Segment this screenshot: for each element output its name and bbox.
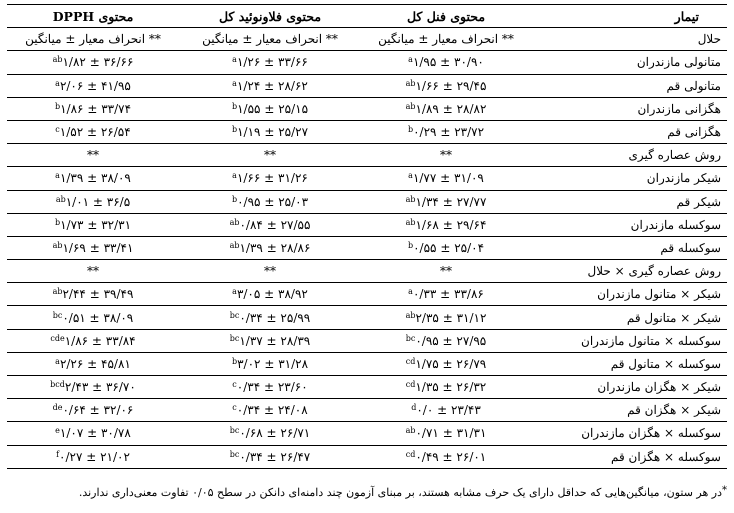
cell-flavonoid xyxy=(179,74,361,97)
mean-value: ۳۳/۶۶ ± ۱/۲۶ xyxy=(236,55,308,70)
header-treatment: تیمار xyxy=(531,5,727,28)
significance-letter: cd xyxy=(405,380,416,390)
significance-letter: a xyxy=(55,356,60,366)
mean-value: ۲۸/۶۲ ± ۱/۲۴ xyxy=(236,78,308,93)
significance-letter: bc xyxy=(229,426,240,436)
significance-letter: ab xyxy=(405,194,416,204)
significance-letter: bc xyxy=(229,333,240,343)
row-label: روش عصاره گیری × حلال xyxy=(531,260,727,283)
mean-value: ۳۲/۳۱ ± ۱/۷۳ xyxy=(60,217,132,232)
significance-letter: b xyxy=(231,356,238,366)
cell-flavonoid xyxy=(179,283,361,306)
significance-letter: ab xyxy=(405,78,416,88)
cell-dpph xyxy=(7,51,179,74)
subheader-row xyxy=(7,28,727,51)
table-row xyxy=(7,120,727,143)
cell-dpph xyxy=(7,144,179,167)
significance-letter: b xyxy=(231,101,238,111)
mean-value: ۲۸/۸۲ ± ۱/۸۹ xyxy=(415,101,487,116)
significance-letter: bc xyxy=(229,449,240,459)
row-label: شیکر × متانول مازندران xyxy=(531,283,727,306)
mean-value: ۳۱/۱۲ ± ۲/۳۵ xyxy=(415,310,487,325)
mean-value: ** xyxy=(87,264,99,279)
cell-dpph xyxy=(7,352,179,375)
mean-value: ۳۸/۹۲ ± ۳/۰۵ xyxy=(236,287,308,302)
mean-value: ۲۷/۷۷ ± ۱/۳۴ xyxy=(415,194,487,209)
cell-flavonoid xyxy=(179,236,361,259)
row-label: متانولی قم xyxy=(531,74,727,97)
mean-value: ۲۶/۷۹ ± ۱/۷۵ xyxy=(415,356,487,371)
table-row xyxy=(7,236,727,259)
cell-dpph xyxy=(7,445,179,468)
significance-letter: e xyxy=(55,426,60,436)
cell-phenol xyxy=(361,445,531,468)
significance-letter: b xyxy=(54,101,61,111)
significance-letter: bcd xyxy=(50,380,65,390)
row-label: روش عصاره گیری xyxy=(531,144,727,167)
cell-phenol xyxy=(361,51,531,74)
significance-letter: cd xyxy=(405,449,416,459)
table-section-row xyxy=(7,144,727,167)
significance-letter: bc xyxy=(405,333,416,343)
mean-value: ۲۴/۰۸ ± ۰/۳۴ xyxy=(236,403,308,418)
table-row xyxy=(7,74,727,97)
cell-flavonoid xyxy=(179,213,361,236)
significance-letter: ab xyxy=(405,101,416,111)
mean-value: ۳۶/۶۶ ± ۱/۸۲ xyxy=(62,55,134,70)
cell-phenol xyxy=(361,120,531,143)
mean-value: ۳۳/۴۱ ± ۱/۶۹ xyxy=(62,240,134,255)
row-label: سوکسله × متانول مازندران xyxy=(531,329,727,352)
cell-flavonoid xyxy=(179,376,361,399)
mean-value: ۳۸/۰۹ ± ۱/۳۹ xyxy=(59,171,131,186)
cell-dpph xyxy=(7,190,179,213)
row-label: هگزانی قم xyxy=(531,120,727,143)
row-label: هگزانی مازندران xyxy=(531,97,727,120)
significance-letter: a xyxy=(55,171,60,181)
mean-value: ۲۵/۱۵ ± ۱/۵۵ xyxy=(237,101,309,116)
mean-value: ۳۶/۵ ± ۱/۰۱ xyxy=(65,194,131,209)
significance-letter: ab xyxy=(52,287,63,297)
cell-phenol xyxy=(361,144,531,167)
mean-value: ** xyxy=(264,264,276,279)
significance-letter: ab xyxy=(229,240,240,250)
mean-value: ۲۶/۰۱ ± ۰/۴۹ xyxy=(415,449,487,464)
mean-value: ** xyxy=(440,264,452,279)
header-flavonoid: محتوی فلاونوئید کل xyxy=(179,5,361,28)
mean-value: ۳۱/۰۹ ± ۱/۷۷ xyxy=(412,171,484,186)
significance-letter: ab xyxy=(55,194,66,204)
cell-phenol xyxy=(361,236,531,259)
cell-phenol xyxy=(361,399,531,422)
mean-value: ۲۷/۵۵ ± ۰/۸۴ xyxy=(239,217,311,232)
mean-value: ۳۳/۸۴ ± ۱/۸۶ xyxy=(64,333,136,348)
cell-flavonoid xyxy=(179,422,361,445)
table-row xyxy=(7,51,727,74)
mean-value: ۳۹/۴۹ ± ۲/۴۴ xyxy=(62,287,134,302)
significance-letter: d xyxy=(411,403,417,413)
mean-value: ** xyxy=(264,148,276,163)
mean-value: ۳۱/۲۶ ± ۱/۶۶ xyxy=(236,171,308,186)
table-row xyxy=(7,306,727,329)
significance-letter: a xyxy=(408,55,413,65)
footnote xyxy=(7,486,727,499)
footnote-mark: * xyxy=(722,485,727,496)
table-row xyxy=(7,167,727,190)
mean-value: ۳۱/۳۱ ± ۰/۷۱ xyxy=(415,426,487,441)
significance-letter: b xyxy=(231,194,238,204)
cell-phenol xyxy=(361,352,531,375)
table-row xyxy=(7,97,727,120)
table-section-row xyxy=(7,260,727,283)
header-phenol: محتوی فنل کل xyxy=(361,5,531,28)
mean-value: ۲۵/۲۷ ± ۱/۱۹ xyxy=(237,125,309,140)
mean-value: ۴۱/۹۵ ± ۲/۰۶ xyxy=(59,78,131,93)
mean-value: ۳۰/۹۰ ± ۱/۹۵ xyxy=(412,55,484,70)
significance-letter: a xyxy=(232,287,237,297)
mean-value: ۲۸/۳۹ ± ۱/۳۷ xyxy=(239,333,311,348)
mean-value: ۲۹/۶۴ ± ۱/۶۸ xyxy=(415,217,487,232)
cell-dpph xyxy=(7,120,179,143)
cell-flavonoid xyxy=(179,260,361,283)
cell-dpph xyxy=(7,74,179,97)
row-label: شیکر × هگزان مازندران xyxy=(531,376,727,399)
row-label: شیکر × هگزان قم xyxy=(531,399,727,422)
mean-value: ۳۳/۸۶ ± ۰/۳۳ xyxy=(412,287,484,302)
mean-value: ۳۲/۰۶ ± ۰/۶۴ xyxy=(62,403,134,418)
cell-dpph xyxy=(7,167,179,190)
mean-value: ۲۳/۶۰ ± ۰/۳۴ xyxy=(236,380,308,395)
table-row xyxy=(7,213,727,236)
row-label: متانولی مازندران xyxy=(531,51,727,74)
cell-dpph xyxy=(7,329,179,352)
significance-letter: c xyxy=(232,403,237,413)
significance-letter: b xyxy=(407,240,414,250)
cell-flavonoid xyxy=(179,399,361,422)
mean-value: ** xyxy=(87,148,99,163)
mean-value: ۳۱/۲۸ ± ۳/۰۲ xyxy=(237,356,309,371)
mean-value: ۴۵/۸۱ ± ۲/۲۶ xyxy=(59,356,131,371)
mean-value: ۲۹/۴۵ ± ۱/۶۶ xyxy=(415,78,487,93)
significance-letter: ab xyxy=(405,217,416,227)
table-row xyxy=(7,422,727,445)
cell-flavonoid xyxy=(179,352,361,375)
header-row xyxy=(7,5,727,28)
table-row xyxy=(7,190,727,213)
row-label: شیکر × متانول قم xyxy=(531,306,727,329)
significance-letter: ab xyxy=(405,310,416,320)
significance-letter: ab xyxy=(405,426,416,436)
cell-dpph xyxy=(7,399,179,422)
cell-phenol xyxy=(361,260,531,283)
mean-value: ۲۸/۸۶ ± ۱/۳۹ xyxy=(239,240,311,255)
significance-letter: bc xyxy=(52,310,63,320)
cell-phenol xyxy=(361,97,531,120)
cell-flavonoid xyxy=(179,97,361,120)
significance-letter: b xyxy=(54,217,61,227)
mean-value: ** xyxy=(440,148,452,163)
table-row xyxy=(7,283,727,306)
subheader-stat-flavonoid: ** انحراف معیار ± میانگین xyxy=(179,28,361,51)
cell-dpph xyxy=(7,236,179,259)
significance-letter: c xyxy=(55,125,60,135)
significance-letter: b xyxy=(231,125,238,135)
mean-value: ۳۸/۰۹ ± ۰/۵۱ xyxy=(62,310,134,325)
table-row xyxy=(7,352,727,375)
significance-letter: a xyxy=(232,78,237,88)
cell-flavonoid xyxy=(179,329,361,352)
table-row xyxy=(7,376,727,399)
significance-letter: a xyxy=(232,55,237,65)
mean-value: ۲۶/۵۴ ± ۱/۵۲ xyxy=(59,125,131,140)
mean-value: ۲۶/۳۲ ± ۱/۳۵ xyxy=(415,380,487,395)
cell-phenol xyxy=(361,376,531,399)
subheader-stat-dpph: ** انحراف معیار ± میانگین xyxy=(7,28,179,51)
cell-dpph xyxy=(7,260,179,283)
cell-dpph xyxy=(7,306,179,329)
row-label: شیکر قم xyxy=(531,190,727,213)
mean-value: ۳۰/۷۸ ± ۱/۰۷ xyxy=(59,426,131,441)
mean-value: ۲۵/۹۹ ± ۰/۳۴ xyxy=(239,310,311,325)
cell-flavonoid xyxy=(179,120,361,143)
cell-dpph xyxy=(7,97,179,120)
significance-letter: ab xyxy=(52,55,63,65)
subheader-stat-phenol: ** انحراف معیار ± میانگین xyxy=(361,28,531,51)
mean-value: ۲۶/۷۱ ± ۰/۶۸ xyxy=(239,426,311,441)
row-label: سوکسله مازندران xyxy=(531,213,727,236)
results-table xyxy=(7,4,727,469)
cell-flavonoid xyxy=(179,306,361,329)
cell-flavonoid xyxy=(179,51,361,74)
cell-phenol xyxy=(361,329,531,352)
mean-value: ۳۶/۷۰ ± ۲/۴۳ xyxy=(64,380,136,395)
significance-letter: a xyxy=(408,171,413,181)
header-dpph: محتوی DPPH xyxy=(7,5,179,28)
cell-flavonoid xyxy=(179,167,361,190)
significance-letter: cde xyxy=(50,333,65,343)
row-label: سوکسله × هگزان مازندران xyxy=(531,422,727,445)
table-row xyxy=(7,329,727,352)
significance-letter: a xyxy=(55,78,60,88)
mean-value: ۲۳/۷۲ ± ۰/۲۹ xyxy=(413,125,485,140)
mean-value: ۲۷/۹۵ ± ۰/۹۵ xyxy=(415,333,487,348)
mean-value: ۲۵/۰۳ ± ۰/۹۵ xyxy=(237,194,309,209)
cell-dpph xyxy=(7,422,179,445)
cell-phenol xyxy=(361,190,531,213)
cell-flavonoid xyxy=(179,144,361,167)
mean-value: ۲۱/۰۲ ± ۰/۲۷ xyxy=(59,449,130,464)
row-label: سوکسله × متانول قم xyxy=(531,352,727,375)
significance-letter: cd xyxy=(405,356,416,366)
significance-letter: ab xyxy=(229,217,240,227)
footnote-text: در هر ستون، میانگین‌هایی که حداقل دارای یک حرف مشابه هستند، بر مبنای آزمون چند دامنه‌ای دانکن در سطح ۰/۰۵ تفاوت معنی‌داری ندارند. xyxy=(78,486,722,499)
cell-phenol xyxy=(361,422,531,445)
cell-phenol xyxy=(361,74,531,97)
row-label: شیکر مازندران xyxy=(531,167,727,190)
significance-letter: b xyxy=(407,125,414,135)
cell-phenol xyxy=(361,167,531,190)
cell-dpph xyxy=(7,213,179,236)
cell-dpph xyxy=(7,376,179,399)
table-row xyxy=(7,445,727,468)
significance-letter: a xyxy=(408,287,413,297)
mean-value: ۲۳/۴۳ ± ۰/۰ xyxy=(416,403,481,418)
significance-letter: a xyxy=(232,171,237,181)
subheader-label: حلال xyxy=(531,28,727,51)
cell-flavonoid xyxy=(179,190,361,213)
mean-value: ۲۵/۰۴ ± ۰/۵۵ xyxy=(413,240,485,255)
significance-letter: c xyxy=(232,380,237,390)
cell-dpph xyxy=(7,283,179,306)
cell-phenol xyxy=(361,213,531,236)
row-label: سوکسله قم xyxy=(531,236,727,259)
cell-phenol xyxy=(361,306,531,329)
cell-phenol xyxy=(361,283,531,306)
mean-value: ۳۳/۷۴ ± ۱/۸۶ xyxy=(60,101,132,116)
significance-letter: f xyxy=(56,449,60,459)
significance-letter: ab xyxy=(52,240,63,250)
row-label: سوکسله × هگزان قم xyxy=(531,445,727,468)
mean-value: ۲۶/۴۷ ± ۰/۳۴ xyxy=(239,449,311,464)
table-row xyxy=(7,399,727,422)
significance-letter: de xyxy=(52,403,63,413)
significance-letter: bc xyxy=(229,310,240,320)
cell-flavonoid xyxy=(179,445,361,468)
